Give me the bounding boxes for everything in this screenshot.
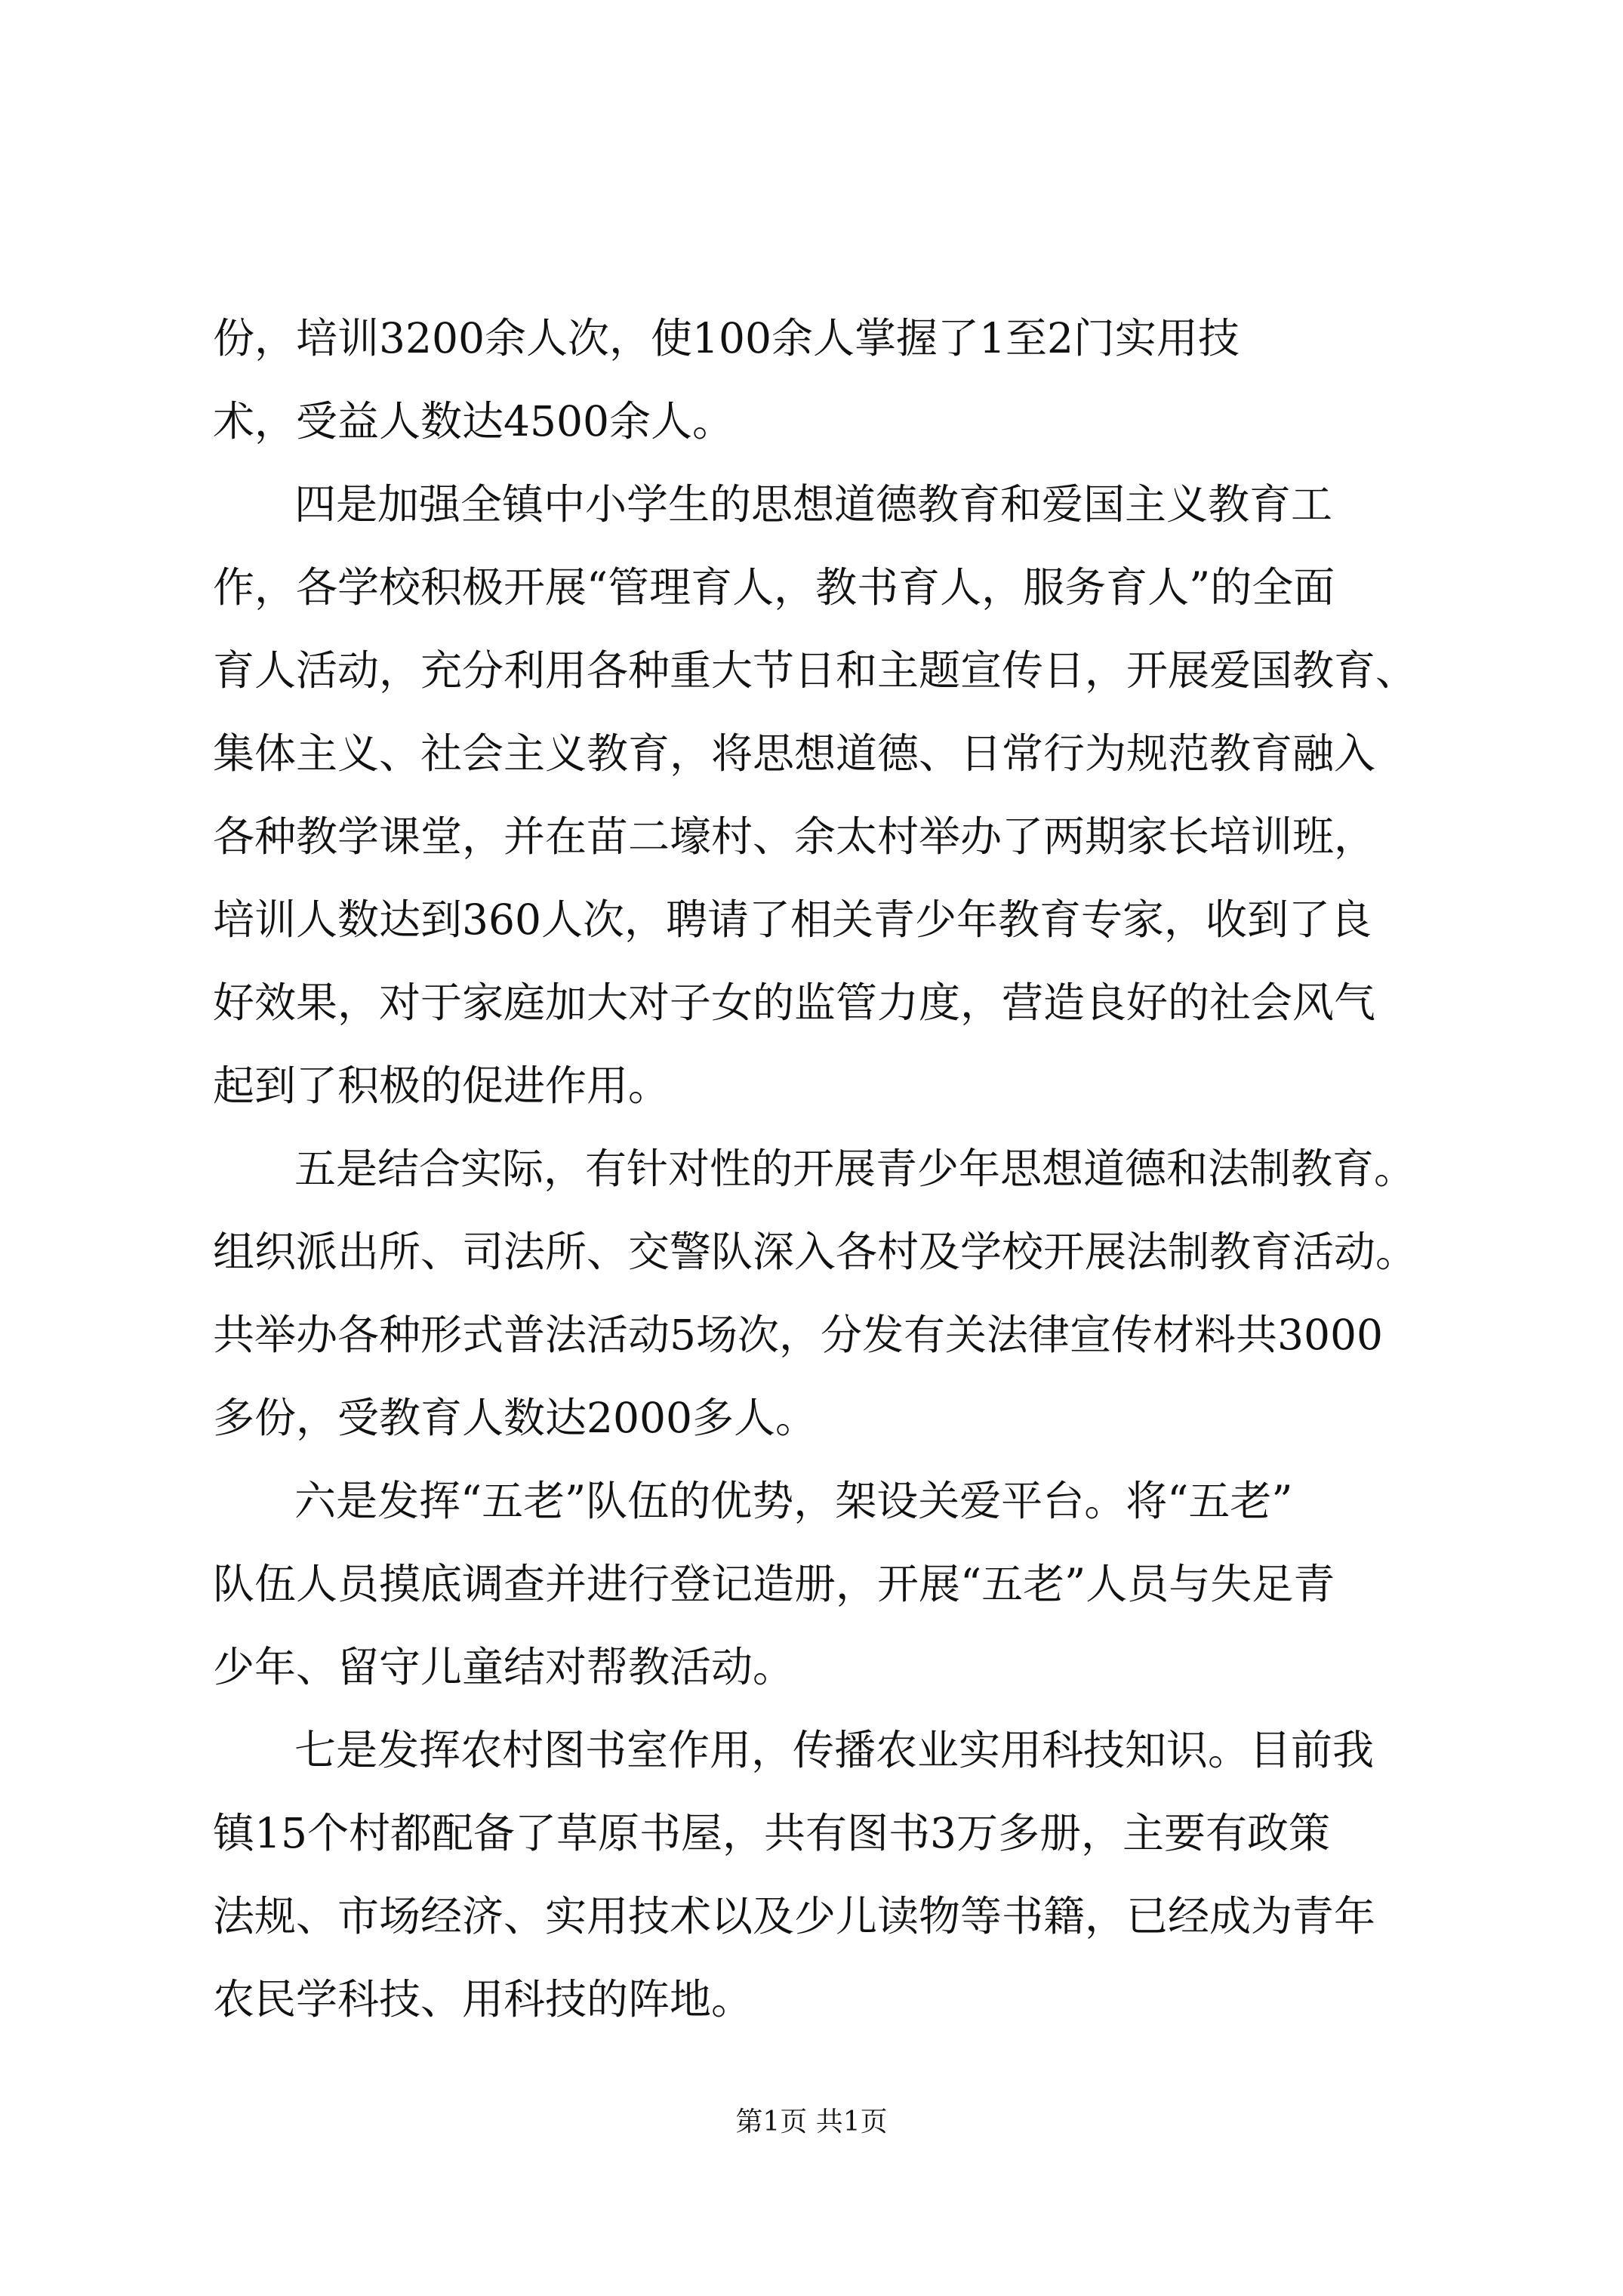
text-line: 培训人数达到360人次，聘请了相关青少年教育专家，收到了良 (213, 895, 1372, 944)
text-line: 五是结合实际，有针对性的开展青少年思想道德和法制教育。 (294, 1145, 1416, 1193)
text-line: 组织派出所、司法所、交警队深入各村及学校开展法制教育活动。 (213, 1228, 1418, 1276)
text-line: 好效果，对于家庭加大对子女的监管力度，营造良好的社会风气 (213, 978, 1376, 1027)
text-line: 作，各学校积极开展“管理育人，教书育人，服务育人”的全面 (213, 563, 1335, 612)
text-line: 队伍人员摸底调查并进行登记造册，开展“五老”人员与失足青 (213, 1560, 1335, 1608)
text-line: 术，受益人数达4500余人。 (213, 397, 734, 445)
text-line: 集体主义、社会主义教育，将思想道德、日常行为规范教育融入 (213, 729, 1376, 778)
text-line: 农民学科技、用科技的阵地。 (213, 1975, 753, 2023)
text-line: 育人活动，充分利用各种重大节日和主题宣传日，开展爱国教育、 (213, 646, 1418, 695)
text-line: 共举办各种形式普法活动5场次，分发有关法律宣传材料共3000 (213, 1311, 1383, 1359)
text-line: 起到了积极的促进作用。 (213, 1062, 670, 1110)
paragraph-4 (213, 1459, 1421, 1709)
text-line: 少年、留守儿童结对帮教活动。 (213, 1643, 795, 1691)
document-body (213, 297, 1421, 2041)
text-line: 份，培训3200余人次，使100余人掌握了1至2门实用技 (213, 314, 1240, 362)
text-line: 四是加强全镇中小学生的思想道德教育和爱国主义教育工 (294, 480, 1333, 529)
page-footer: 第1页 共1页 (735, 2106, 888, 2137)
paragraph-5 (213, 1709, 1421, 2041)
text-line: 法规、市场经济、实用技术以及少儿读物等书籍，已经成为青年 (213, 1892, 1376, 1940)
paragraph-2 (213, 463, 1421, 1127)
text-line: 七是发挥农村图书室作用，传播农业实用科技知识。目前我 (294, 1726, 1375, 1774)
text-line: 镇15个村都配备了草原书屋，共有图书3万多册，主要有政策 (213, 1809, 1330, 1857)
paragraph-3 (213, 1127, 1421, 1459)
paragraph-1 (213, 297, 1421, 463)
text-line: 多份，受教育人数达2000多人。 (213, 1394, 817, 1442)
text-line: 各种教学课堂，并在苗二壕村、余太村举办了两期家长培训班， (213, 812, 1376, 861)
text-line: 六是发挥“五老”队伍的优势，架设关爱平台。将“五老” (294, 1477, 1293, 1525)
